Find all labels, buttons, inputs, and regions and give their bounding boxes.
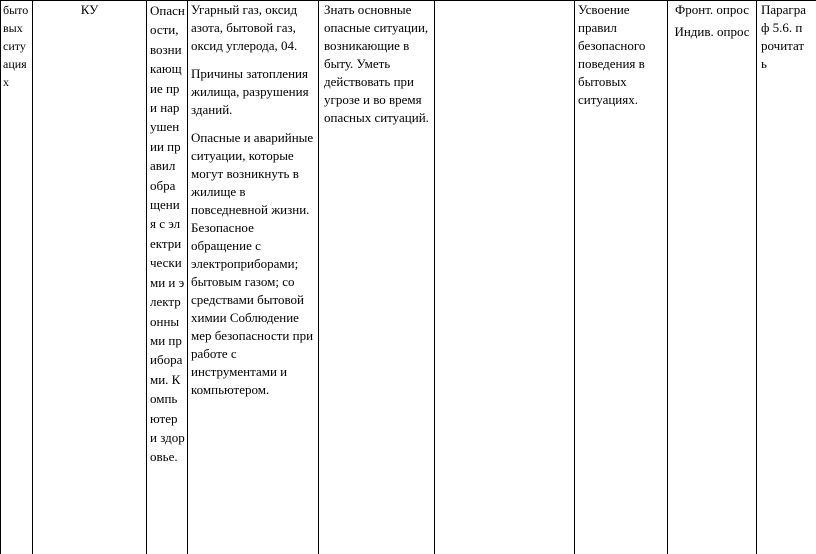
danger-cell: Опасности, возникающие при нарушении правил обращения с электрическими и электронными приборами. Компьютер и здоровье. [150, 3, 185, 465]
control-line: Индив. опрос [674, 24, 750, 39]
column-divider [32, 0, 33, 554]
content-paragraph: Причины затопления жилища, разрушения зданий. [191, 66, 309, 117]
column-divider [434, 0, 435, 554]
homework-cell: Параграф 5.6. прочитать [761, 2, 807, 71]
topic-cell: бытовых ситуациях [3, 3, 29, 89]
column-divider [667, 0, 668, 554]
column-divider [187, 0, 188, 554]
column-divider [318, 0, 319, 554]
column-divider [574, 0, 575, 554]
content-paragraph: Опасные и аварийные ситуации, которые могут возникнуть в жилище в повседневной жизни. Безопасное обращение с электроприборами; бытовым газом; со средствами бытовой химии Соблюдение мер безопасности при работе с инструментами и компьютером. [191, 130, 314, 397]
content-paragraph: Угарный газ, оксид азота, бытовой газ, оксид углерода, 04. [191, 2, 298, 53]
column-divider [146, 0, 147, 554]
column-divider [0, 0, 1, 554]
control-cell [668, 1, 756, 41]
lesson-type-cell: КУ [80, 2, 99, 17]
column-divider [756, 0, 757, 554]
content-cell [191, 1, 315, 399]
requirements-cell: Знать основные опасные ситуации, возникающие в быту. Уметь действовать при угрозе и во время опасных ситуаций. [324, 2, 429, 125]
control-line: Фронт. опрос [675, 2, 749, 17]
result-cell: Усвоение правил безопасного поведения в бытовых ситуациях. [578, 2, 646, 107]
